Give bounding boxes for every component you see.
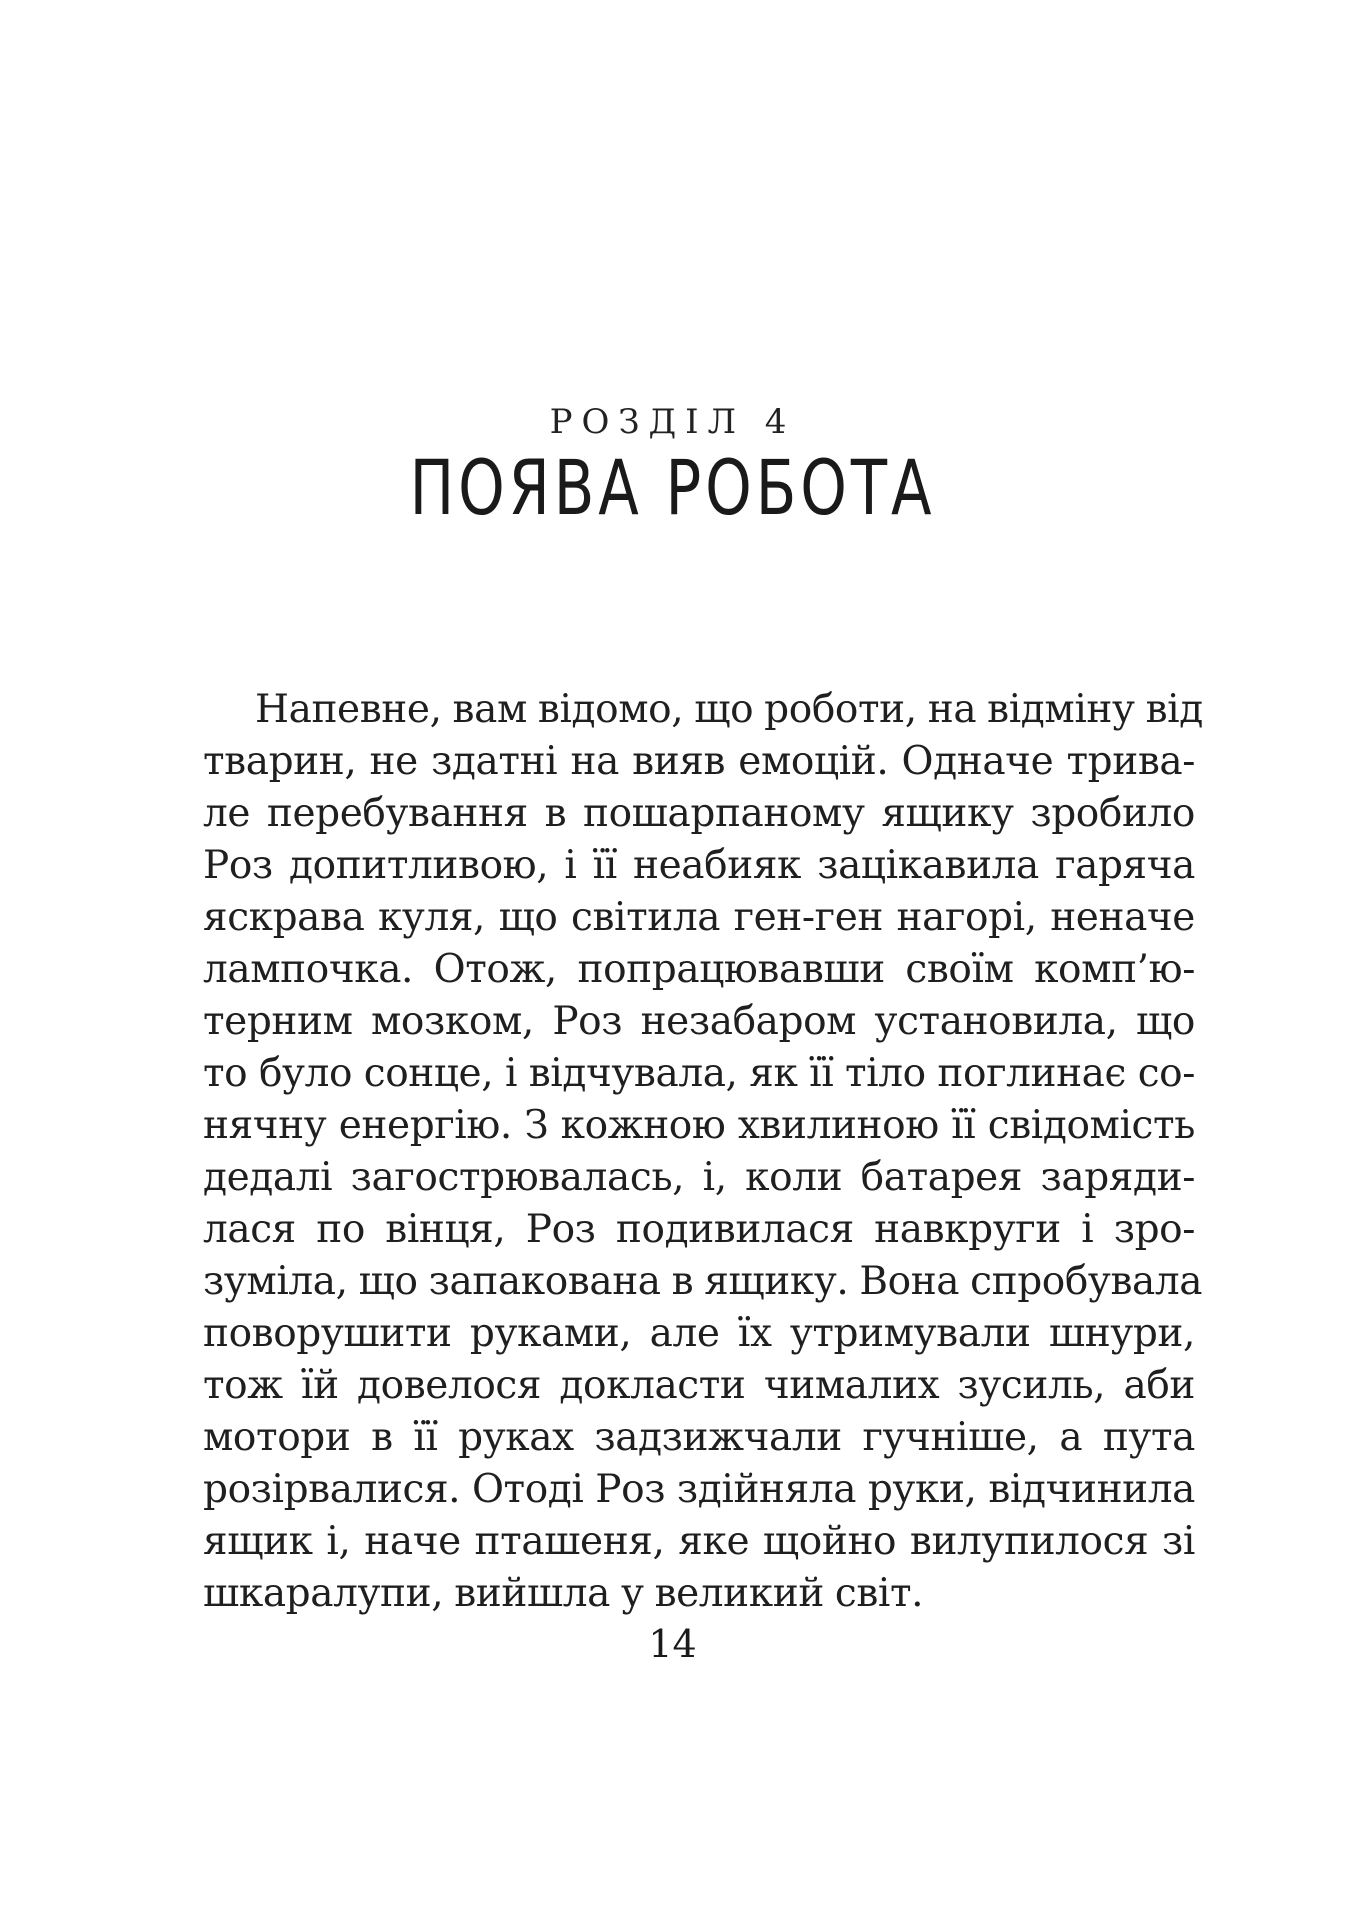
text-line: яскрава куля, що світила ген-ген нагорі, неначе	[203, 895, 1195, 940]
text-line: тож їй довелося докласти чималих зусиль, аби	[203, 1363, 1195, 1408]
text-line: шкаралупи, вийшла у великий світ.	[203, 1571, 924, 1616]
text-line: тварин, не здатні на вияв емоцій. Одначе трива-	[203, 739, 1195, 784]
text-line: дедалі загострювалась, і, коли батарея заряди-	[203, 1155, 1195, 1200]
page-number: 14	[648, 1622, 697, 1666]
text-line: розірвалися. Отоді Роз здійняла руки, відчинила	[203, 1467, 1195, 1512]
text-line: то було сонце, і відчувала, як її тіло поглинає со-	[203, 1051, 1195, 1096]
text-line: ящик і, наче пташеня, яке щойно вилупилося зі	[203, 1519, 1195, 1564]
text-line: терним мозком, Роз незабаром установила, що	[203, 999, 1195, 1044]
text-line: лася по вінця, Роз подивилася навкруги і зро-	[203, 1207, 1195, 1252]
text-line: поворушити руками, але їх утримували шнури,	[203, 1311, 1195, 1356]
text-line: нячну енергію. З кожною хвилиною її свідомість	[203, 1103, 1195, 1148]
chapter-title: ПОЯВА РОБОТА	[409, 443, 936, 532]
text-line: Роз допитливою, і її неабияк зацікавила гаряча	[203, 843, 1195, 888]
text-line: зуміла, що запакована в ящику. Вона спробувала	[203, 1259, 1203, 1304]
body-paragraph	[203, 684, 1203, 1620]
text-line: ле перебування в пошарпаному ящику зробило	[203, 791, 1195, 836]
text-line: мотори в її руках задзижчали гучніше, а пута	[203, 1415, 1195, 1460]
text-line: Напевне, вам відомо, що роботи, на відміну від	[255, 687, 1203, 732]
text-line: лампочка. Отож, попрацювавши своїм комп’ю-	[203, 947, 1195, 992]
chapter-label: РОЗДІЛ 4	[549, 402, 796, 442]
